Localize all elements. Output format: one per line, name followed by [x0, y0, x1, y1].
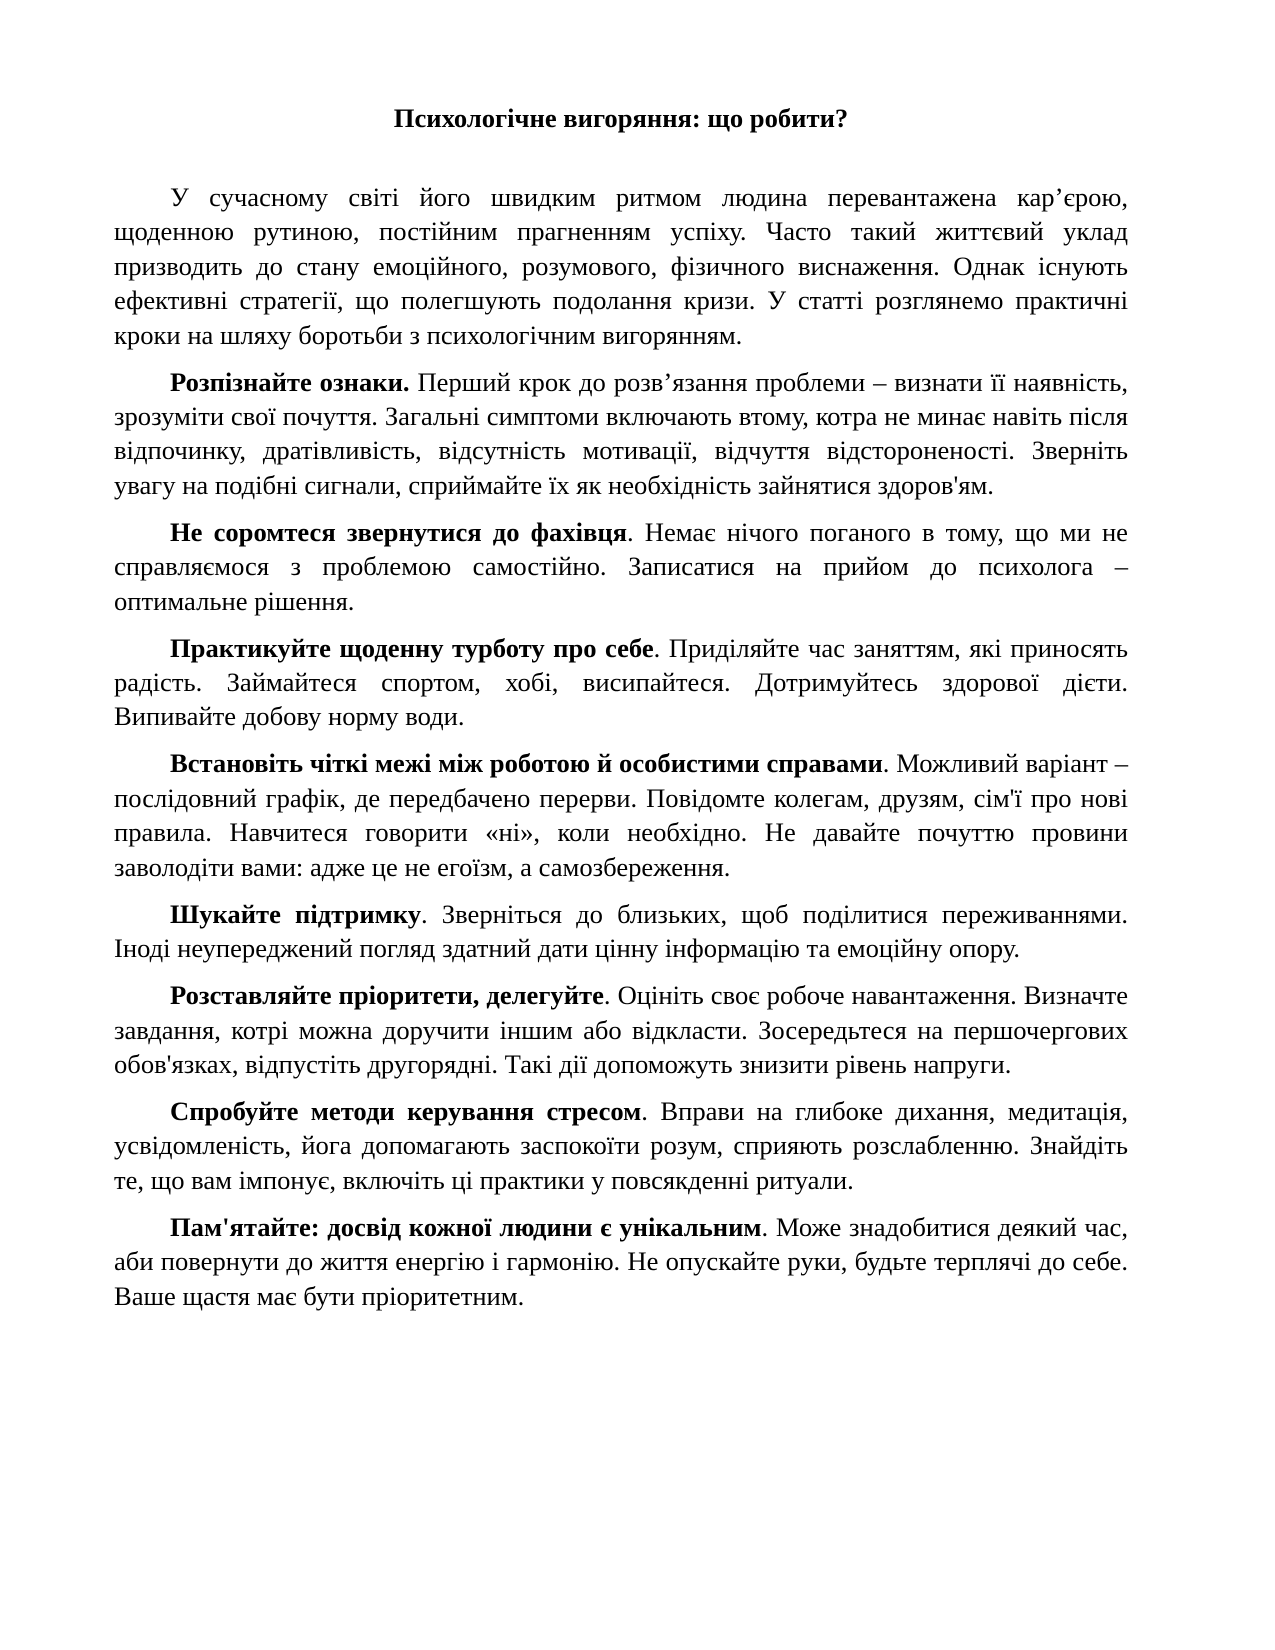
section-prioritize-delegate [114, 978, 1128, 1081]
section-text: . Може знадобитися деякий час, аби повернути до життя енергію і гармонію. Не опускайте руки, будьте терплячі до себе. Ваше щастя має бути пріоритетним. [114, 1211, 1128, 1311]
section-self-care [114, 631, 1128, 734]
document-title: Психологічне вигоряння: що робити? [393, 103, 849, 133]
section-text: . Зверніться до близьких, щоб поділитися переживаннями. Іноді неупереджений погляд здатний дати цінну інформацію та емоційну опору. [114, 898, 1129, 964]
section-heading: Шукайте підтримку [170, 898, 422, 929]
section-text: . Приділяйте час заняттям, які приносять радість. Займайтеся спортом, хобі, висипайтеся. Дотримуйтесь здорової дієти. Випивайте добову норму води. [114, 632, 1128, 732]
section-heading: Розставляйте пріоритети, делегуйте [170, 980, 604, 1011]
document-page [114, 98, 1128, 1326]
section-heading: Спробуйте методи керування стресом [170, 1095, 642, 1126]
section-seek-support [114, 897, 1128, 966]
section-text: . Оцініть своє робоче навантаження. Визначте завдання, котрі можна доручити іншим або відкласти. Зосередьтеся на першочергових обов'язках, відпустіть другорядні. Такі дії допоможуть знизити рівень напруги. [114, 980, 1128, 1079]
section-heading: Не соромтеся звернутися до фахівця [170, 516, 628, 547]
section-boundaries [114, 746, 1128, 884]
section-text: . Вправи на глибоке дихання, медитація, усвідомленість, йога допомагають заспокоїти розум, сприяють розслабленню. Знайдіть те, що вам імпонує, включіть ці практики у повсякденні ритуали. [114, 1095, 1128, 1195]
section-text: Перший крок до розв’язання проблеми – визнати її наявність, зрозуміти свої почуття. Загальні симптоми включають втому, котра не минає навіть після відпочинку, дратівливість, відсутність мотивації, відчуття відстороненості. Зверніть увагу на подібні сигнали, сприймайте їх як необхідність зайнятися здоров'ям. [114, 366, 1128, 500]
section-remember [114, 1210, 1128, 1313]
section-recognize-signs [114, 365, 1128, 503]
section-heading: Практикуйте щоденну турботу про себе [170, 632, 654, 663]
intro-paragraph: У сучасному світі його швидким ритмом людина перевантажена кар’єрою, щоденною рутиною, постійним прагненням успіху. Часто такий життєвий уклад призводить до стану емоційного, розумового, фізичного виснаження. Однак існують ефективні стратегії, що полегшують подолання кризи. У статті розглянемо практичні кроки на шляху боротьби з психологічним вигорянням. [114, 182, 1128, 350]
section-text: . Можливий варіант – послідовний графік, де передбачено перерви. Повідомте колегам, друзям, сім'ї про нові правила. Навчитеся говорити «ні», коли необхідно. Не давайте почуттю провини заволодіти вами: адже це не егоїзм, а самозбереження. [114, 748, 1128, 882]
section-seek-specialist [114, 515, 1128, 618]
section-heading: Розпізнайте ознаки. [170, 366, 410, 397]
section-heading: Пам'ятайте: досвід кожної людини є унікальним [170, 1211, 762, 1242]
section-heading: Встановіть чіткі межі між роботою й особистими справами [170, 748, 883, 779]
section-text: . Немає нічого поганого в тому, що ми не справляємося з проблемою самостійно. Записатися на прийом до психолога – оптимальне рішення. [114, 516, 1128, 616]
section-stress-management [114, 1094, 1128, 1197]
